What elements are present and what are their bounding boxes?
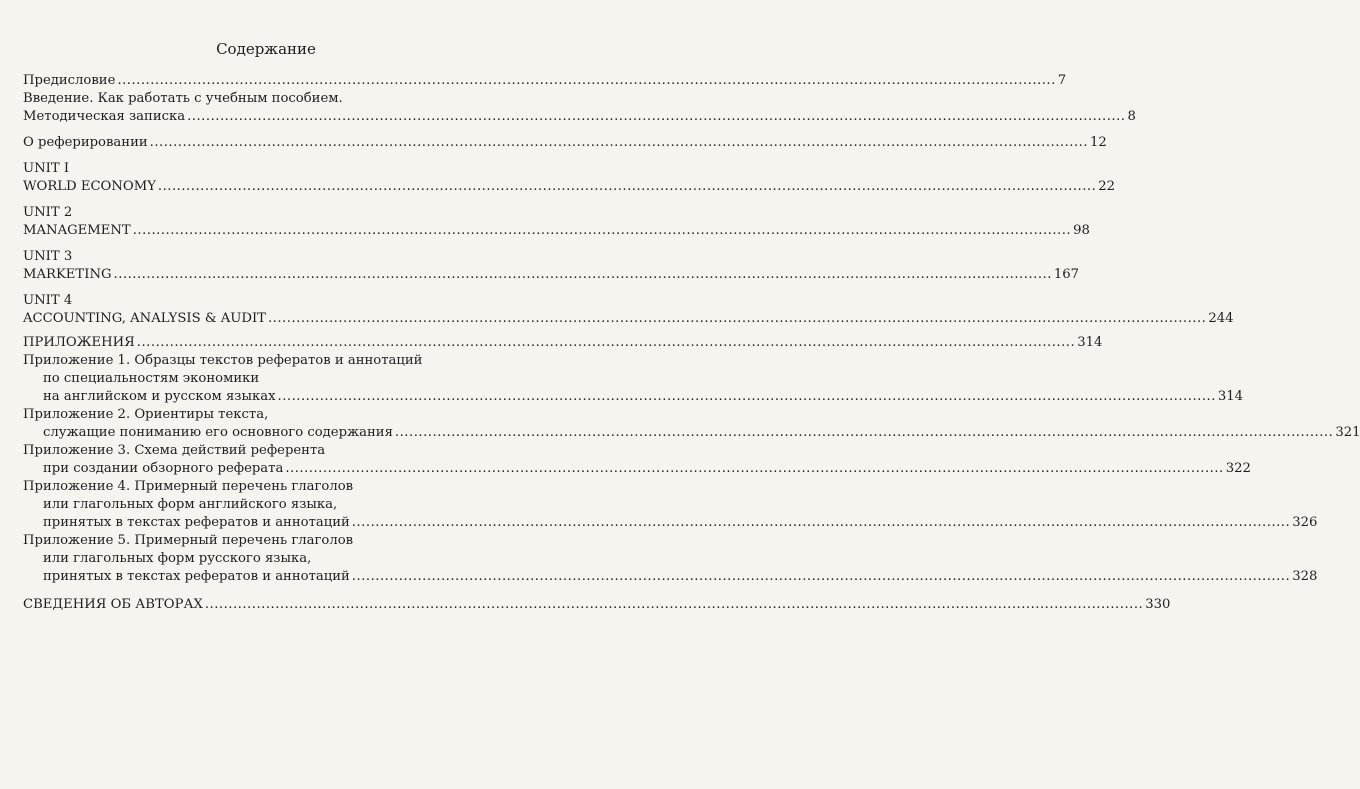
toc-entry-text: ПРИЛОЖЕНИЯ bbox=[23, 335, 135, 350]
toc-entry bbox=[23, 204, 1090, 240]
toc-page-number: 167 bbox=[1053, 267, 1080, 282]
toc-entry bbox=[23, 596, 1171, 614]
toc-entry-text: при создании обзорного реферата bbox=[43, 461, 284, 476]
toc-line bbox=[23, 160, 488, 178]
toc-page-number: 314 bbox=[1217, 389, 1244, 404]
toc-entry-text: Предисловие bbox=[23, 73, 116, 88]
toc-line bbox=[23, 514, 1318, 532]
toc-entry-text: Приложение 4. Примерный перечень глаголов bbox=[23, 479, 354, 494]
toc-entry-text: UNIT 3 bbox=[23, 249, 73, 264]
toc-entry-text: UNIT 2 bbox=[23, 205, 73, 220]
toc-line bbox=[23, 370, 488, 388]
toc-spacer bbox=[23, 152, 488, 160]
toc-entry-text: Приложение 2. Ориентиры текста, bbox=[23, 407, 269, 422]
dot-leader: ........................................................................................................................................................................................................ bbox=[136, 335, 1076, 350]
toc-page-number: 321 bbox=[1335, 425, 1360, 440]
dot-leader: ........................................................................................................................................................................................................ bbox=[351, 515, 1291, 530]
dot-leader: ........................................................................................................................................................................................................ bbox=[187, 109, 1126, 124]
toc-entry-text: MANAGEMENT bbox=[23, 223, 131, 238]
toc-line bbox=[23, 532, 488, 550]
dot-leader: ........................................................................................................................................................................................................ bbox=[394, 425, 1334, 440]
page-title: Содержание bbox=[216, 40, 316, 58]
toc-line bbox=[23, 442, 488, 460]
toc-line bbox=[23, 292, 488, 310]
toc-entry bbox=[23, 442, 1251, 478]
toc-entry bbox=[23, 292, 1234, 328]
dot-leader: ........................................................................................................................................................................................................ bbox=[351, 569, 1291, 584]
toc-page-number: 330 bbox=[1145, 597, 1171, 612]
toc-line bbox=[23, 334, 1103, 352]
toc-line bbox=[23, 568, 1318, 586]
toc-entry-text: или глагольных форм русского языка, bbox=[43, 551, 312, 566]
dot-leader: ........................................................................................................................................................................................................ bbox=[285, 461, 1224, 476]
dot-leader: ........................................................................................................................................................................................................ bbox=[204, 597, 1144, 612]
toc-entry-text: принятых в текстах рефератов и аннотаций bbox=[43, 569, 350, 584]
toc-line bbox=[23, 596, 1171, 614]
toc-entry bbox=[23, 134, 1107, 152]
toc-page-number: 322 bbox=[1225, 461, 1251, 476]
toc-line bbox=[23, 388, 1244, 406]
toc-entry-text: Приложение 1. Образцы текстов рефератов и аннотаций bbox=[23, 353, 423, 368]
toc-line bbox=[23, 248, 488, 266]
toc-spacer bbox=[23, 126, 488, 134]
toc-entry-text: WORLD ECONOMY bbox=[23, 179, 156, 194]
toc-entry-text: Методическая записка bbox=[23, 109, 186, 124]
toc-entry-text: UNIT I bbox=[23, 161, 70, 176]
toc-entry-text: ACCOUNTING, ANALYSIS & AUDIT bbox=[23, 311, 266, 326]
toc-line bbox=[23, 496, 488, 514]
dot-leader: ........................................................................................................................................................................................................ bbox=[113, 267, 1052, 282]
toc-entry bbox=[23, 352, 1244, 406]
toc-entry-text: служащие пониманию его основного содержания bbox=[43, 425, 393, 440]
dot-leader: ........................................................................................................................................................................................................ bbox=[117, 73, 1056, 88]
toc-line bbox=[23, 460, 1251, 478]
toc-entry-text: О реферировании bbox=[23, 135, 148, 150]
toc-line bbox=[23, 178, 1116, 196]
toc-line bbox=[23, 222, 1090, 240]
toc-spacer bbox=[23, 586, 488, 596]
toc-page-number: 22 bbox=[1098, 179, 1116, 194]
toc-line bbox=[23, 310, 1234, 328]
table-of-contents bbox=[23, 72, 1360, 614]
toc-entry-text: принятых в текстах рефератов и аннотаций bbox=[43, 515, 350, 530]
toc-line bbox=[23, 204, 488, 222]
toc-entry bbox=[23, 406, 1360, 442]
toc-page-number: 8 bbox=[1127, 109, 1136, 124]
toc-page-number: 7 bbox=[1057, 73, 1067, 88]
toc-entry bbox=[23, 532, 1318, 586]
toc-page-number: 326 bbox=[1292, 515, 1318, 530]
dot-leader: ........................................................................................................................................................................................................ bbox=[267, 311, 1207, 326]
toc-line bbox=[23, 108, 1136, 126]
dot-leader: ........................................................................................................................................................................................................ bbox=[149, 135, 1089, 150]
toc-entry-text: по специальностям экономики bbox=[43, 371, 260, 386]
toc-spacer bbox=[23, 196, 488, 204]
toc-line bbox=[23, 72, 1067, 90]
toc-spacer bbox=[23, 284, 488, 292]
toc-entry-text: на английском и русском языках bbox=[43, 389, 276, 404]
toc-line bbox=[23, 550, 488, 568]
toc-line bbox=[23, 90, 488, 108]
dot-leader: ........................................................................................................................................................................................................ bbox=[132, 223, 1072, 238]
toc-entry bbox=[23, 478, 1318, 532]
toc-entry bbox=[23, 334, 1103, 352]
toc-page-number: 98 bbox=[1073, 223, 1090, 238]
toc-page-number: 12 bbox=[1090, 135, 1107, 150]
toc-entry-text: Приложение 3. Схема действий референта bbox=[23, 443, 326, 458]
toc-line bbox=[23, 266, 1080, 284]
toc-entry bbox=[23, 90, 1136, 126]
toc-entry-text: или глагольных форм английского языка, bbox=[43, 497, 338, 512]
toc-entry bbox=[23, 72, 1067, 90]
toc-line bbox=[23, 424, 1360, 442]
toc-entry bbox=[23, 248, 1080, 284]
dot-leader: ........................................................................................................................................................................................................ bbox=[277, 389, 1216, 404]
toc-page-number: 244 bbox=[1208, 311, 1234, 326]
dot-leader: ........................................................................................................................................................................................................ bbox=[157, 179, 1097, 194]
toc-entry-text: MARKETING bbox=[23, 267, 112, 282]
toc-line bbox=[23, 406, 488, 424]
toc-spacer bbox=[23, 240, 488, 248]
toc-page-number: 314 bbox=[1077, 335, 1103, 350]
toc-line bbox=[23, 478, 488, 496]
toc-entry bbox=[23, 160, 1116, 196]
toc-page-number: 328 bbox=[1292, 569, 1318, 584]
toc-entry-text: Введение. Как работать с учебным пособием. bbox=[23, 91, 343, 106]
toc-line bbox=[23, 352, 488, 370]
toc-entry-text: Приложение 5. Примерный перечень глаголов bbox=[23, 533, 354, 548]
toc-entry-text: СВЕДЕНИЯ ОБ АВТОРАХ bbox=[23, 597, 203, 612]
toc-entry-text: UNIT 4 bbox=[23, 293, 73, 308]
toc-line bbox=[23, 134, 1107, 152]
